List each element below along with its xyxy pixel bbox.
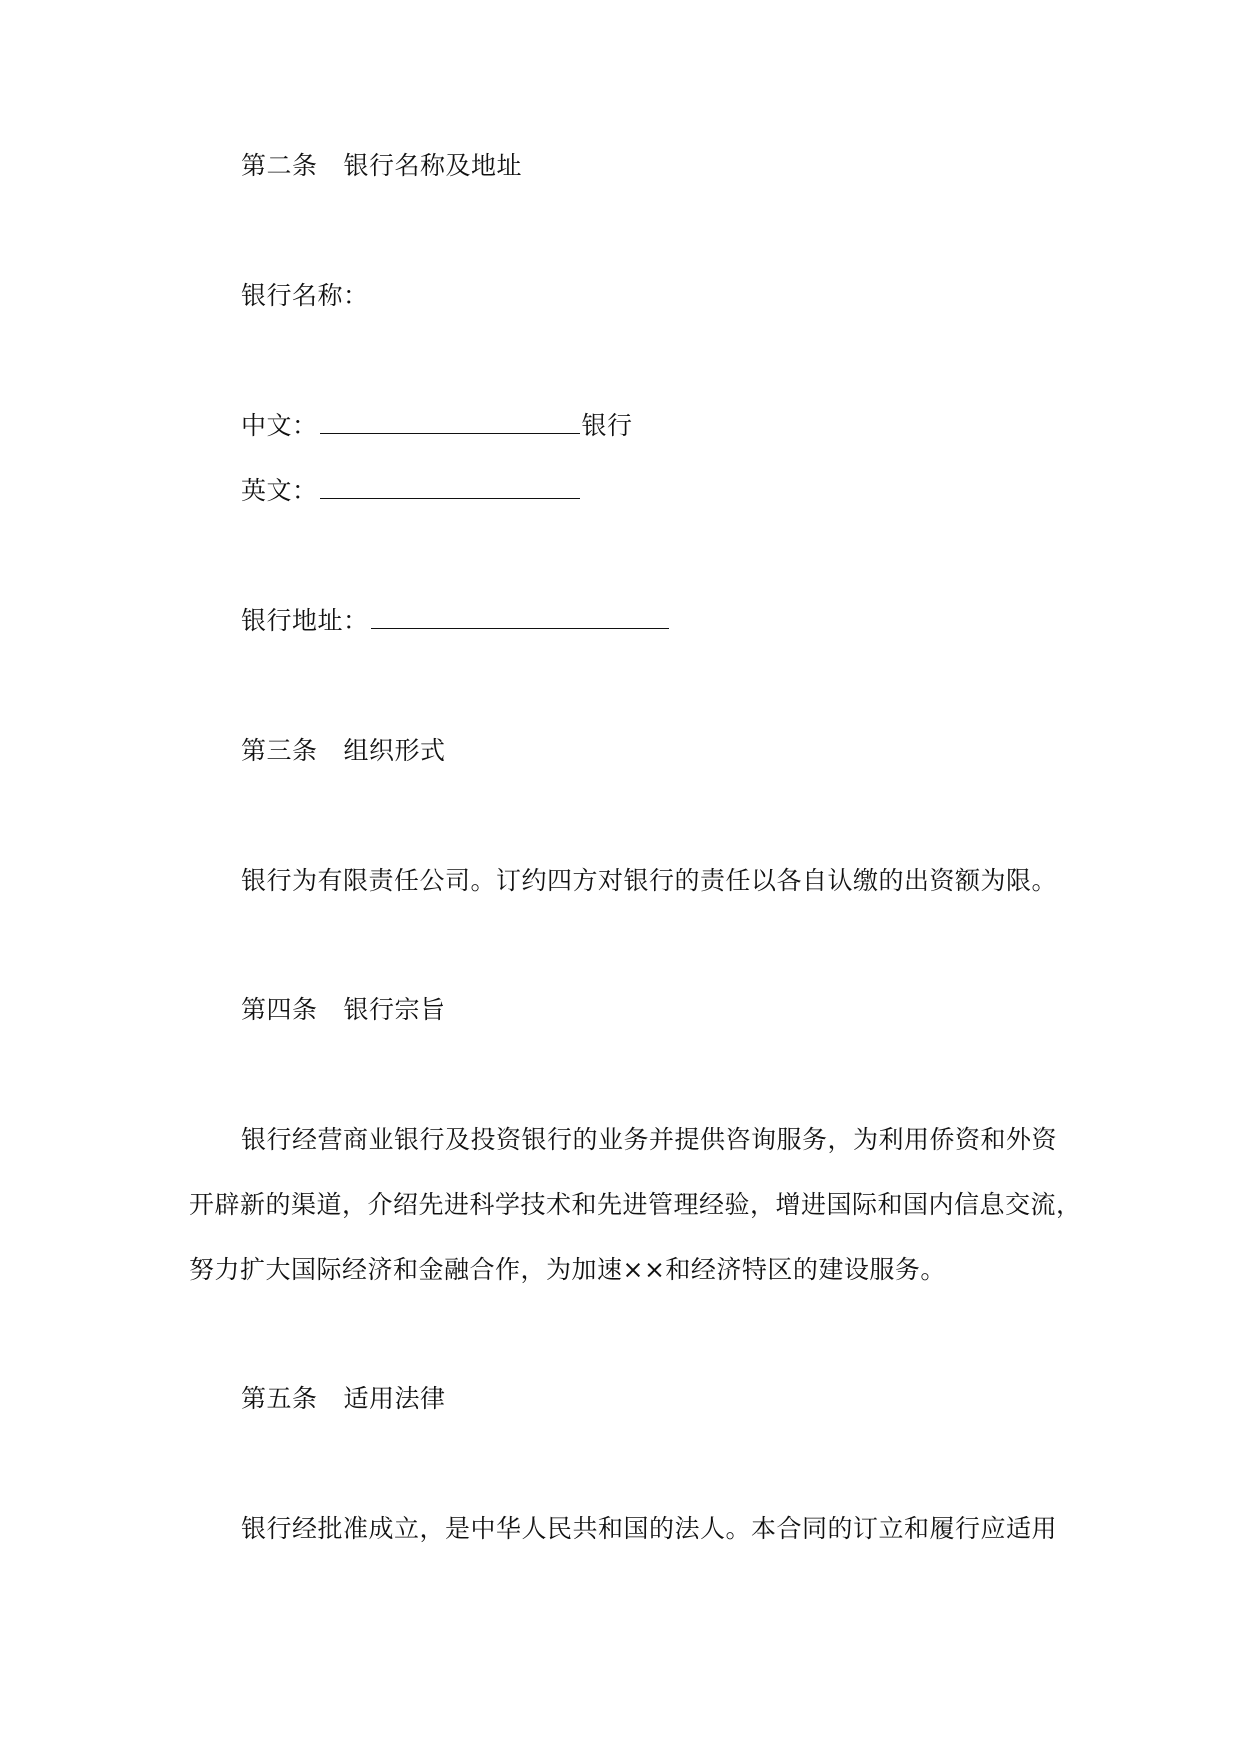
article-5-number: 第五条 [241, 1384, 318, 1413]
article-5-heading [241, 1381, 446, 1417]
article-4-number: 第四条 [241, 995, 318, 1024]
address-label: 银行地址： [241, 606, 369, 635]
article-3-body: 银行为有限责任公司。订约四方对银行的责任以各自认缴的出资额为限。 [241, 866, 1058, 895]
article-5-title: 适用法律 [343, 1384, 446, 1413]
article-3-title: 组织形式 [343, 736, 446, 765]
bank-name-label: 银行名称： [241, 281, 369, 310]
address-blank [371, 608, 669, 629]
chinese-suffix: 银行 [581, 411, 633, 440]
article-4-title: 银行宗旨 [343, 995, 446, 1024]
article-5-body: 银行经批准成立，是中华人民共和国的法人。本合同的订立和履行应适用 [241, 1514, 1058, 1543]
article-4-body-line-1: 银行经营商业银行及投资银行的业务并提供咨询服务，为利用侨资和外资 [241, 1125, 1058, 1154]
article-4-body-line-2: 开辟新的渠道，介绍先进科学技术和先进管理经验，增进国际和国内信息交流， [189, 1190, 1082, 1219]
article-2-heading [241, 148, 522, 184]
article-2-number: 第二条 [241, 151, 318, 180]
article-3-number: 第三条 [241, 736, 318, 765]
chinese-label: 中文： [241, 411, 318, 440]
chinese-name-line [241, 408, 633, 444]
english-name-blank [320, 478, 580, 499]
article-4-body-line-3: 努力扩大国际经济和金融合作，为加速××和经济特区的建设服务。 [189, 1255, 946, 1284]
article-3-heading [241, 733, 446, 769]
article-2-title: 银行名称及地址 [343, 151, 523, 180]
bank-address-line [241, 603, 671, 639]
english-label: 英文： [241, 476, 318, 505]
article-4-heading [241, 992, 446, 1028]
chinese-name-blank [320, 413, 580, 434]
english-name-line [241, 473, 582, 509]
